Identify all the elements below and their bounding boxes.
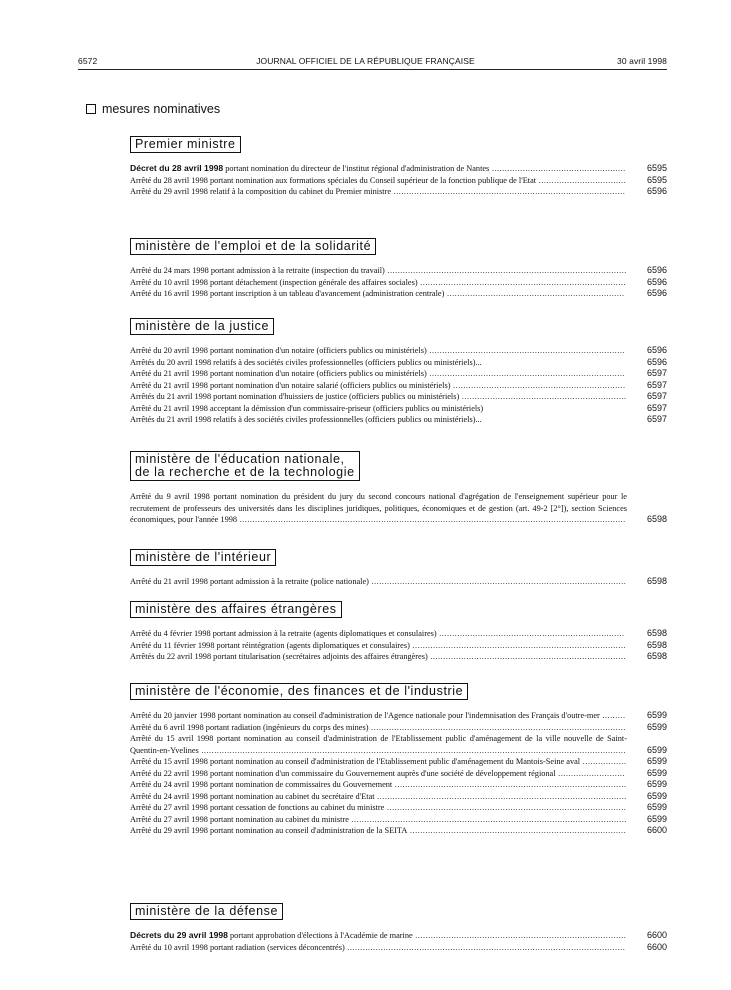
list-item (130, 414, 667, 426)
page-reference: 6596 (646, 276, 667, 287)
dot-leader: .................................. (536, 175, 627, 185)
entry-description: Arrêté du 24 avril 1998 portant nomination au cabinet du secrétaire d'Etat (130, 791, 375, 801)
dot-leader: ...................................................................................................................................................... (237, 515, 626, 524)
ministry-title-line: ministère des affaires étrangères (135, 602, 337, 616)
page-reference: 6595 (646, 174, 667, 185)
entry-list (130, 628, 667, 663)
entry-text (130, 175, 667, 187)
dot-leader: .................................................................................. (412, 931, 627, 940)
list-item (130, 345, 667, 357)
dot-leader: ......... (599, 711, 626, 720)
ministry-title (130, 318, 274, 335)
list-item (130, 768, 667, 780)
entry-description: Arrêté du 29 avril 1998 portant nomination au conseil d'administration de la SEITA (130, 826, 408, 835)
entry-text (130, 345, 667, 357)
page-reference: 6599 (646, 744, 667, 755)
list-item (130, 628, 667, 640)
ministry-title (130, 601, 342, 618)
page-reference: 6596 (646, 186, 667, 196)
entry-description: Arrêté du 29 avril 1998 relatif à la composition du cabinet du Premier ministre (130, 187, 392, 196)
list-item (130, 175, 667, 187)
list-item (130, 277, 667, 289)
list-item (130, 791, 667, 803)
entry-text (130, 930, 667, 942)
entry-text (130, 802, 667, 814)
dot-leader: ................. (580, 757, 627, 766)
list-item (130, 825, 667, 837)
entry-text (130, 814, 667, 826)
entry-text (130, 733, 667, 756)
page-reference: 6597 (646, 414, 667, 424)
dot-leader: ................................................................................................... (368, 577, 627, 586)
list-item (130, 733, 667, 756)
dot-leader: ............................................................................................. (384, 803, 627, 812)
ministry-section (130, 682, 667, 837)
list-item (130, 163, 667, 175)
entry-text (130, 380, 667, 392)
ministry-title-line: de la recherche et de la technologie (135, 465, 355, 479)
list-item (130, 403, 667, 415)
ministry-title (130, 683, 468, 700)
dot-leader: ........................................................................................................... (348, 814, 627, 824)
journal-title: JOURNAL OFFICIEL DE LA RÉPUBLIQUE FRANÇAISE (256, 56, 475, 66)
entry-description: Arrêtés du 20 avril 1998 relatifs à des sociétés civiles professionnelles (officiers publics ou ministériels)... (130, 357, 482, 367)
dot-leader: .......................... (555, 768, 626, 778)
entry-text (130, 756, 667, 768)
list-item (130, 930, 667, 942)
dot-leader: ............................................................................ (426, 346, 625, 355)
dot-leader: ........................................................................ (436, 629, 625, 638)
ministry-section (130, 237, 667, 300)
entry-list (130, 345, 667, 426)
list-item (130, 576, 667, 588)
dot-leader: ..................................................................... (444, 289, 625, 298)
entry-text (130, 825, 667, 837)
page-reference: 6596 (646, 265, 667, 275)
entry-text (130, 779, 667, 791)
dot-leader: ............................................................................ (427, 652, 626, 661)
header-rule (78, 69, 667, 70)
entry-description: Arrêtés du 22 avril 1998 portant titularisation (secrétaires adjoints des affaires étrangères) (130, 652, 428, 661)
entry-text (130, 791, 667, 803)
entry-text (130, 186, 667, 198)
ministry-title (130, 451, 360, 481)
ministry-title-line: ministère de l'économie, des finances et de l'industrie (135, 684, 464, 698)
entry-text (130, 640, 667, 652)
page-reference: 6599 (646, 813, 667, 824)
section-heading (86, 102, 220, 116)
ministry-title (130, 136, 241, 153)
page-reference: 6598 (646, 651, 667, 661)
dot-leader: ................................................................................................. (374, 791, 627, 801)
entry-description: Arrêté du 28 avril 1998 portant nomination aux formations spéciales du Conseil supérieur de la fonction publique de l'Etat (130, 175, 537, 185)
entry-description: Arrêté du 20 avril 1998 portant nomination d'un notaire (officiers publics ou ministériels) (130, 346, 427, 355)
entry-description: Arrêté du 6 avril 1998 portant radiation (ingénieurs du corps des mines) (130, 722, 369, 732)
page-reference: 6597 (646, 402, 667, 413)
ministry-title-line: ministère de la défense (135, 904, 279, 918)
entry-text (130, 710, 667, 722)
page-reference: 6599 (646, 790, 667, 801)
page-reference: 6598 (646, 639, 667, 650)
entry-list (130, 265, 667, 300)
entry-text (130, 414, 667, 426)
entry-description: Arrêté du 4 février 1998 portant admission à la retraite (agents diplomatiques et consulaires) (130, 629, 437, 638)
list-item (130, 942, 667, 954)
ministry-title-line: ministère de l'intérieur (135, 550, 272, 564)
entry-text (130, 357, 667, 369)
entry-text (130, 768, 667, 780)
page-reference: 6599 (646, 710, 667, 720)
entry-list (130, 710, 667, 837)
list-item (130, 391, 667, 403)
ministry-title-line: Premier ministre (135, 137, 236, 151)
dot-leader: ..................................................................................................................................................................... (198, 745, 627, 755)
page-reference: 6599 (646, 802, 667, 812)
dot-leader: ................................................................................... (409, 640, 627, 650)
page-reference: 6598 (646, 576, 667, 586)
list-item (130, 357, 667, 369)
ministry-section (130, 135, 667, 198)
ministry-title (130, 238, 376, 255)
entry-description: Arrêté du 21 avril 1998 portant nomination d'un notaire salarié (officiers publics ou ministériels) (130, 380, 451, 390)
ministry-section (130, 902, 667, 953)
entry-text (130, 277, 667, 289)
dot-leader: .......................................................................................... (391, 187, 626, 196)
dot-leader: .................................................... (489, 164, 626, 173)
page-reference: 6596 (646, 356, 667, 367)
list-item (130, 802, 667, 814)
ministry-section (130, 548, 667, 588)
page-reference: 6600 (646, 825, 667, 835)
list-item (130, 710, 667, 722)
list-item (130, 265, 667, 277)
entry-description: Arrêté du 20 janvier 1998 portant nomination au conseil d'administration de l'Agence nationale pour l'indemnisation des Français d'outre-mer (130, 711, 600, 720)
dot-leader: .................................................................................... (407, 826, 627, 835)
page-reference: 6597 (646, 368, 667, 378)
dot-leader: ............................................................................ (426, 369, 625, 378)
page-reference: 6600 (646, 941, 667, 952)
entry-text (130, 942, 667, 954)
page-reference: 6599 (646, 767, 667, 778)
dot-leader: ................................................................ (459, 392, 627, 401)
entry-description: Arrêtés du 21 avril 1998 portant nomination d'huissiers de justice (officiers publics ou ministériels) (130, 392, 460, 401)
entry-description: Arrêté du 21 avril 1998 portant admission à la retraite (police nationale) (130, 577, 369, 586)
page-reference: 6600 (646, 930, 667, 940)
entry-description: Arrêté du 10 avril 1998 portant détachement (inspection générale des affaires sociales) (130, 277, 418, 287)
page-number: 6572 (78, 56, 98, 66)
list-item (130, 814, 667, 826)
page-reference: 6596 (646, 345, 667, 355)
entry-text (130, 368, 667, 380)
list-item (130, 380, 667, 392)
entry-description: Arrêté du 24 avril 1998 portant nomination de commissaires du Gouvernement (130, 780, 393, 789)
checkbox-icon (86, 104, 96, 114)
page-reference: 6598 (646, 628, 667, 638)
list-item (130, 651, 667, 663)
section-heading-label: mesures nominatives (102, 102, 221, 116)
entry-text (130, 265, 667, 277)
ministry-title (130, 549, 276, 566)
entry-description: Arrêtés du 21 avril 1998 relatifs à des sociétés civiles professionnelles (officiers publics ou ministériels)... (130, 415, 482, 424)
issue-date: 30 avril 1998 (617, 56, 667, 66)
entry-description: portant nomination du directeur de l'institut régional d'administration de Nantes (223, 164, 490, 173)
list-item (130, 491, 667, 526)
list-item (130, 186, 667, 198)
dot-leader: ................................................................... (450, 380, 626, 390)
dot-leader: ................................................................................ (417, 277, 627, 287)
entry-description: Arrêté du 24 mars 1998 portant admission à la retraite (inspection du travail) (130, 266, 385, 275)
dot-leader: .......................................................................................... (392, 780, 627, 789)
entry-text (130, 163, 667, 175)
entry-description: Arrêté du 22 avril 1998 portant nomination d'un commissaire du Gouvernement auprès d'une société de développement régional (130, 768, 556, 778)
dot-leader: ............................................................................................................ (344, 942, 626, 952)
list-item (130, 368, 667, 380)
entry-lead: Décret du 28 avril 1998 (130, 163, 224, 173)
dot-leader: ................................................................................................... (368, 722, 626, 732)
entry-text (130, 403, 667, 415)
entry-lead: Décrets du 29 avril 1998 (130, 930, 228, 940)
page-reference: 6596 (646, 288, 667, 298)
ministry-section (130, 317, 667, 426)
entry-text (130, 628, 667, 640)
ministry-title (130, 903, 283, 920)
ministry-title-line: ministère de la justice (135, 319, 269, 333)
entry-list (130, 491, 667, 526)
entry-text (130, 391, 667, 403)
entry-description: Arrêté du 27 avril 1998 portant cessation de fonctions au cabinet du ministre (130, 803, 385, 812)
entry-description: Arrêté du 15 avril 1998 portant nomination au conseil d'administration de l'Etablissement public d'aménagement de la ville nouvelle de Saint-Quentin-en-Yvelines (130, 734, 627, 755)
entry-text (130, 576, 667, 588)
list-item (130, 779, 667, 791)
entry-text (130, 491, 667, 526)
entry-description: Arrêté du 11 février 1998 portant réintégration (agents diplomatiques et consulaires) (130, 640, 410, 650)
list-item (130, 288, 667, 300)
list-item (130, 640, 667, 652)
entry-description: portant approbation d'élections à l'Académie de marine (227, 931, 413, 940)
entry-description: Arrêté du 16 avril 1998 portant inscription à un tableau d'avancement (administration centrale) (130, 289, 445, 298)
page-reference: 6599 (646, 756, 667, 766)
page-reference: 6599 (646, 779, 667, 789)
entry-text (130, 288, 667, 300)
ministry-section (130, 600, 667, 663)
page-reference: 6595 (646, 163, 667, 173)
page-reference: 6598 (646, 514, 667, 524)
page-reference: 6599 (646, 721, 667, 732)
page-reference: 6597 (646, 379, 667, 390)
ministry-section (130, 451, 667, 526)
entry-description: Arrêté du 21 avril 1998 portant nomination d'un notaire (officiers publics ou ministériels) (130, 369, 427, 378)
entry-list (130, 163, 667, 198)
entry-description: Arrêté du 15 avril 1998 portant nomination au conseil d'administration de l'Etablissement public d'aménagement du Mantois-Seine aval (130, 757, 581, 766)
ministry-title-line: ministère de l'emploi et de la solidarité (135, 239, 372, 253)
page-reference: 6597 (646, 391, 667, 401)
list-item (130, 722, 667, 734)
entry-description: Arrêté du 21 avril 1998 acceptant la démission d'un commissaire-priseur (officiers publics ou ministériels) (130, 403, 484, 413)
entry-text (130, 651, 667, 663)
ministry-title-line: ministère de l'éducation nationale, (135, 452, 345, 466)
entry-description: Arrêté du 9 avril 1998 portant nomination du président du jury du second concours national d'agrégation de l'enseignement supérieur pour le recrutement de professeurs des universités dans les disciplines juridiques, politiques, économiques et de gestion (art. 49-2 [2°]), section Sciences économiques, pour l'année 1998 (130, 492, 627, 524)
entry-description: Arrêté du 10 avril 1998 portant radiation (services déconcentrés) (130, 942, 345, 952)
entry-text (130, 722, 667, 734)
entry-description: Arrêté du 27 avril 1998 portant nomination au cabinet du ministre (130, 814, 349, 824)
entry-list (130, 930, 667, 953)
list-item (130, 756, 667, 768)
entry-list (130, 576, 667, 588)
dot-leader: ............................................................................................. (384, 266, 627, 275)
